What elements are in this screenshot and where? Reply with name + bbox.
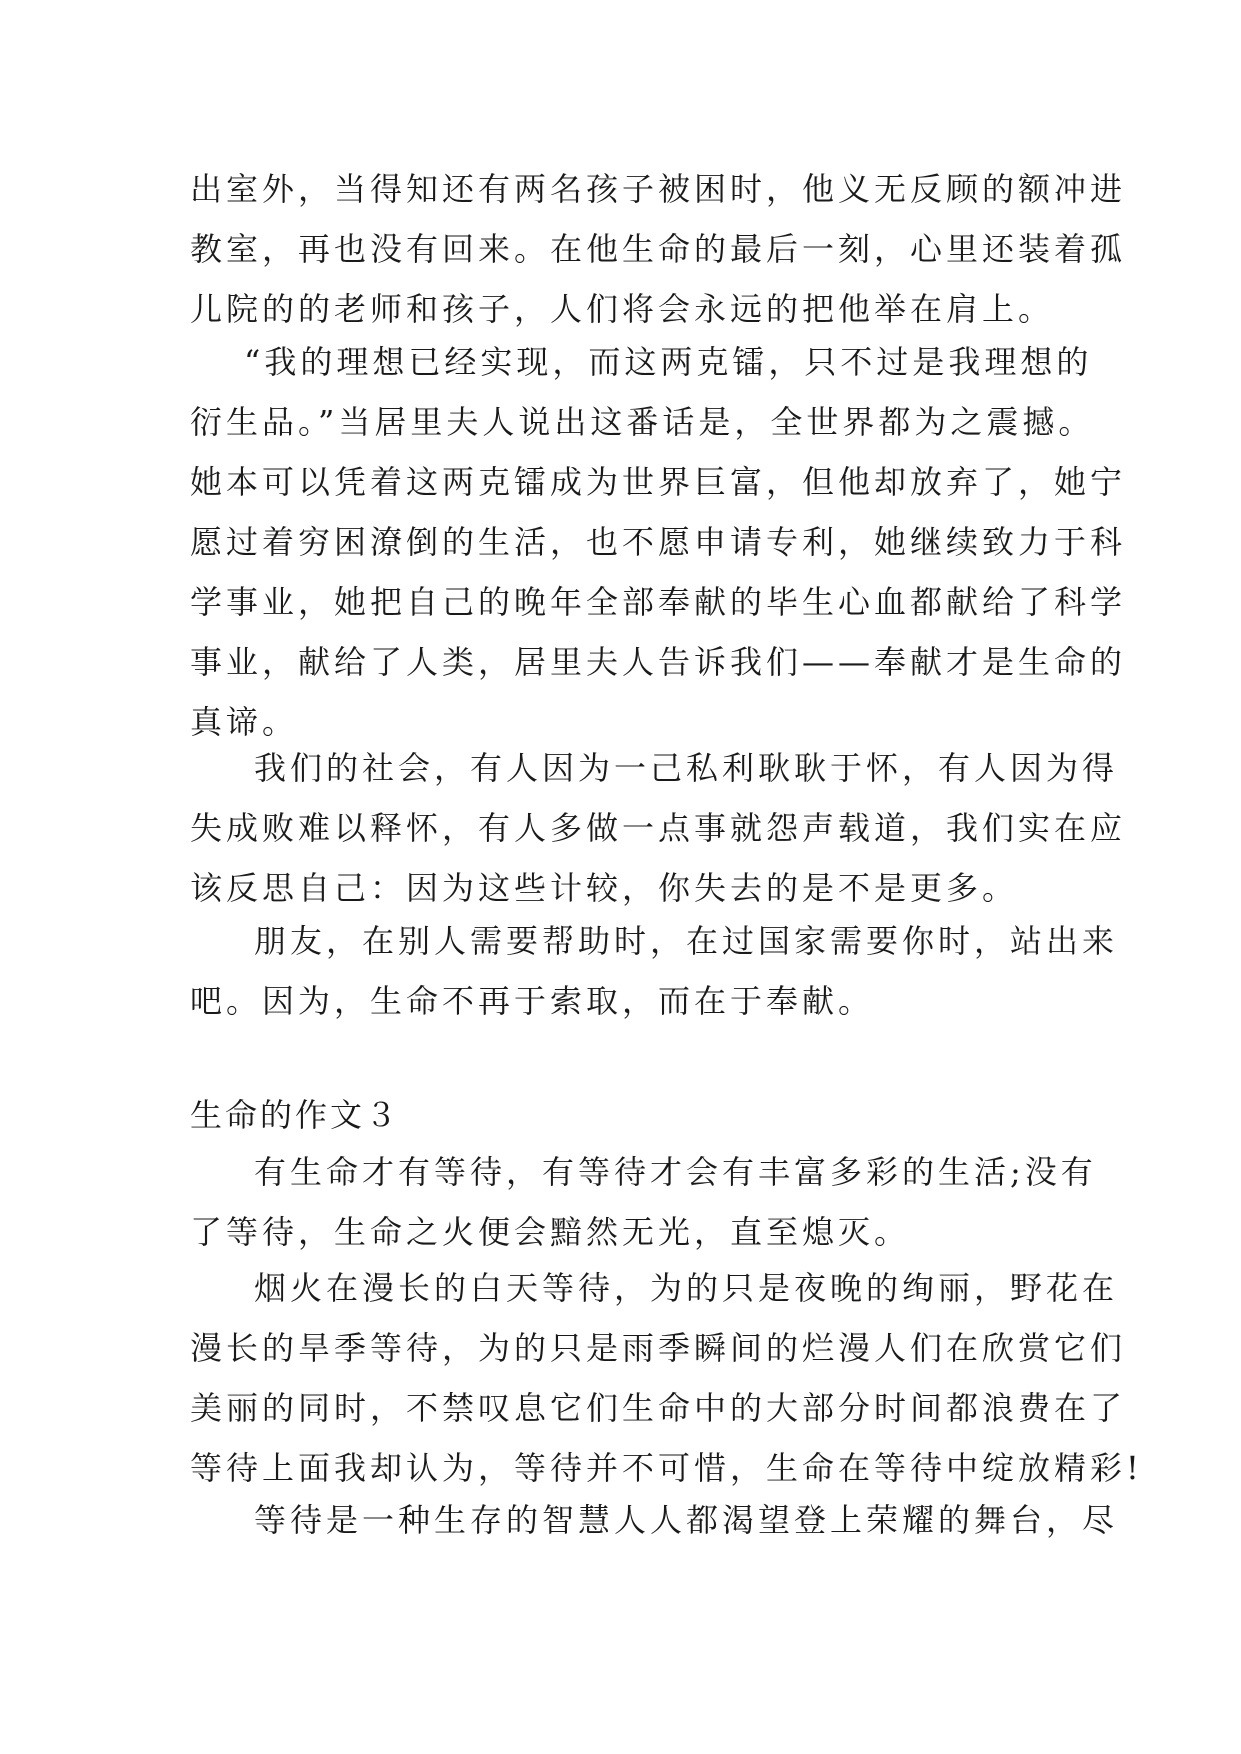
- paragraph-3-line-1: 我们的社会，有人因为一己私利耿耿于怀，有人因为得: [254, 749, 1119, 787]
- paragraph-2-line-3: 她本可以凭着这两克镭成为世界巨富，但他却放弃了，她宁: [190, 463, 1127, 501]
- paragraph-1-line-3: 儿院的的老师和孩子，人们将会永远的把他举在肩上。: [190, 290, 1055, 328]
- paragraph-3-line-3: 该反思自己：因为这些计较，你失去的是不是更多。: [190, 869, 1019, 907]
- paragraph-6-line-3: 美丽的同时，不禁叹息它们生命中的大部分时间都浪费在了: [190, 1389, 1127, 1427]
- paragraph-5-line-1: 有生命才有等待，有等待才会有丰富多彩的生活;没有: [254, 1153, 1097, 1191]
- section-title-block: [190, 1085, 1050, 1145]
- paragraph-1-line-1: 出室外，当得知还有两名孩子被困时，他义无反顾的额冲进: [190, 170, 1127, 208]
- paragraph-2-line-6: 事业，献给了人类，居里夫人告诉我们——奉献才是生命的: [190, 643, 1127, 681]
- paragraph-5-line-2: 了等待，生命之火便会黯然无光，直至熄灭。: [190, 1213, 911, 1251]
- paragraph-4-line-2: 吧。因为，生命不再于索取，而在于奉献。: [190, 982, 875, 1020]
- paragraph-4: [190, 911, 1119, 1031]
- paragraph-7: [190, 1490, 1119, 1550]
- paragraph-2-line-5: 学事业，她把自己的晚年全部奉献的毕生心血都献给了科学: [190, 583, 1127, 621]
- paragraph-5: [190, 1142, 1097, 1262]
- paragraph-1-line-2: 教室，再也没有回来。在他生命的最后一刻，心里还装着孤: [190, 230, 1127, 268]
- paragraph-2-line-1: “我的理想已经实现，而这两克镭，只不过是我理想的: [244, 343, 1093, 381]
- paragraph-6-line-2: 漫长的旱季等待，为的只是雨季瞬间的烂漫人们在欣赏它们: [190, 1329, 1127, 1367]
- paragraph-2-line-4: 愿过着穷困潦倒的生活，也不愿申请专利，她继续致力于科: [190, 523, 1127, 561]
- paragraph-2: [190, 332, 1127, 752]
- paragraph-6-line-4: 等待上面我却认为，等待并不可惜，生命在等待中绽放精彩!: [190, 1449, 1143, 1487]
- paragraph-1: [190, 159, 1127, 339]
- paragraph-3: [190, 738, 1127, 918]
- paragraph-2-line-2: 衍生品。”当居里夫人说出这番话是，全世界都为之震撼。: [190, 403, 1095, 441]
- paragraph-2-line-7: 真谛。: [190, 703, 299, 741]
- paragraph-6-line-1: 烟火在漫长的白天等待，为的只是夜晚的绚丽，野花在: [254, 1269, 1119, 1307]
- section-title: 生命的作文３: [190, 1096, 401, 1134]
- paragraph-3-line-2: 失成败难以释怀，有人多做一点事就怨声载道，我们实在应: [190, 809, 1127, 847]
- paragraph-6: [190, 1258, 1143, 1498]
- paragraph-7-line-1: 等待是一种生存的智慧人人都渴望登上荣耀的舞台，尽: [254, 1501, 1119, 1539]
- paragraph-4-line-1: 朋友，在别人需要帮助时，在过国家需要你时，站出来: [254, 922, 1119, 960]
